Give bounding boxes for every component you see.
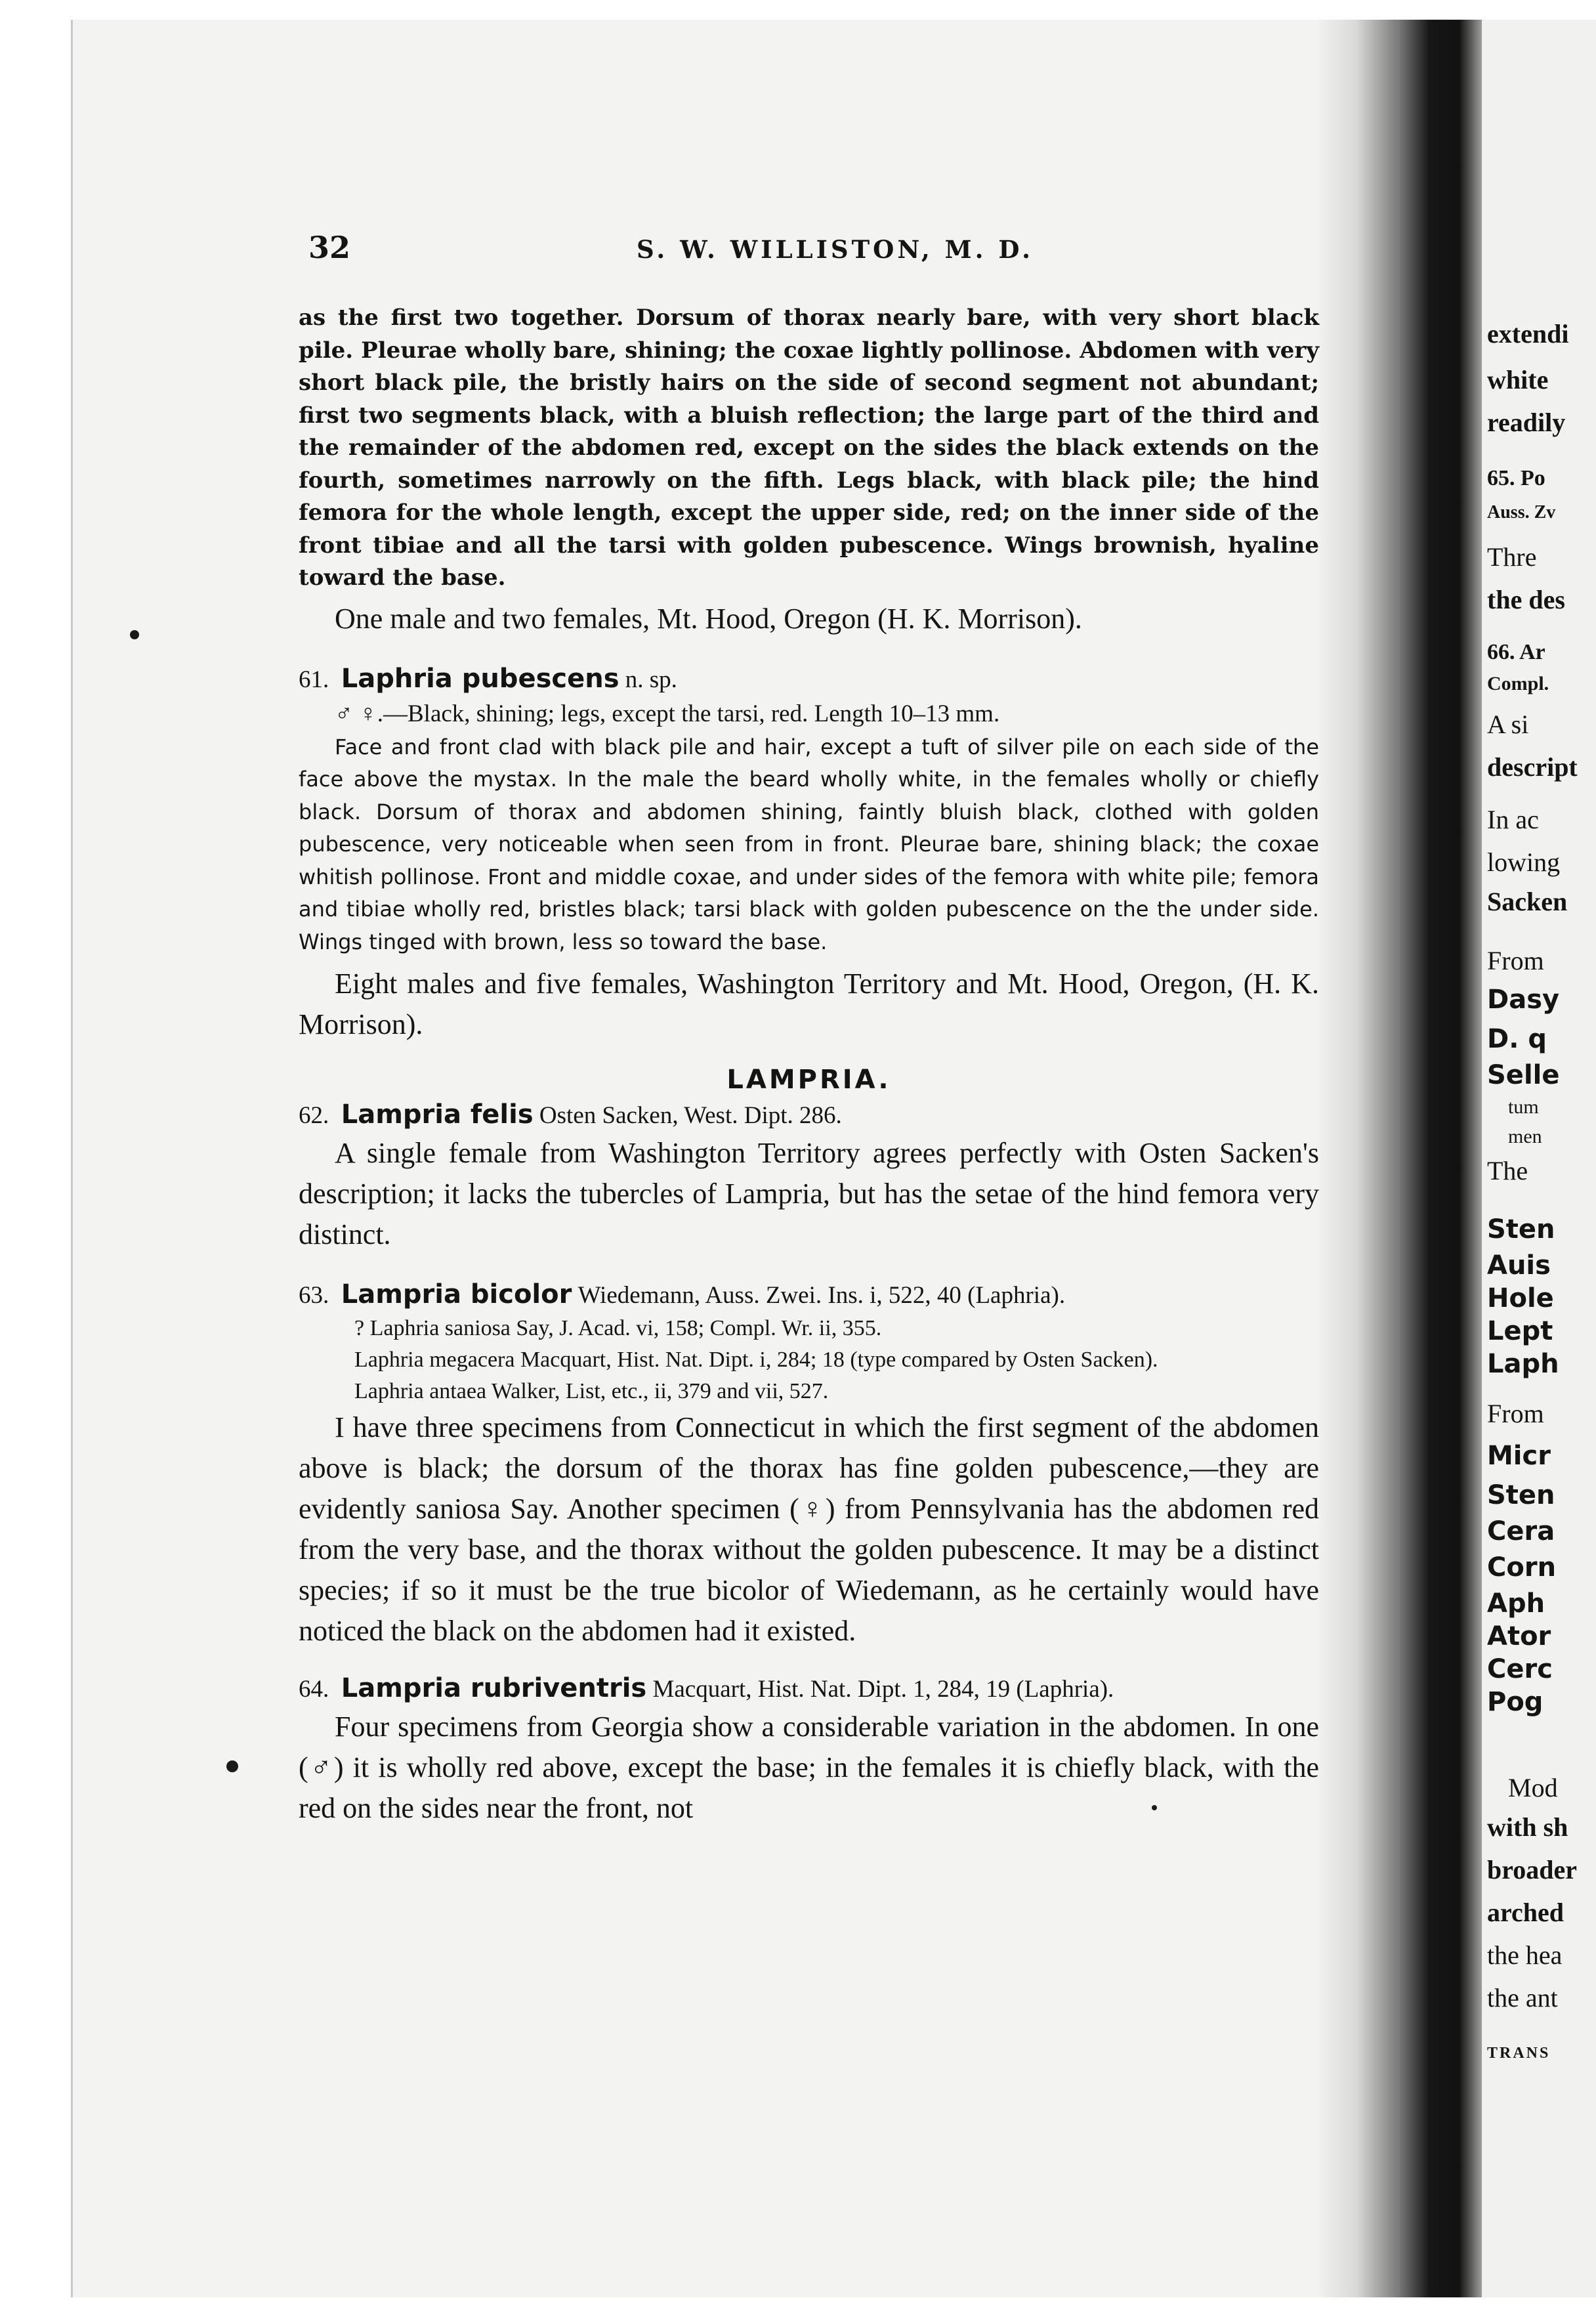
text-64: Four specimens from Georgia show a considerable variation in the abdomen. In one (♂) it is wholly red above, except the base; in the females it is chiefly black, with the red on the sides near the front, not [299, 1711, 1319, 1824]
genus-heading: LAMPRIA. [726, 1065, 891, 1095]
synonym-3: Laphria antaea Walker, List, etc., ii, 379 and vii, 527. [354, 1379, 829, 1403]
rp-line: Lept [1487, 1316, 1553, 1346]
locality-60: One male and two females, Mt. Hood, Oregon (H. K. Morrison). [335, 602, 1082, 635]
book-gutter-shadow [1316, 20, 1500, 2297]
entry-61-heading [299, 662, 1319, 697]
main-column [299, 217, 1319, 1829]
text-62: A single female from Washington Territory agrees perfectly with Osten Sacken's description; it lacks the tubercles of Lampria, but has the setae of the hind femora very distinct. [299, 1137, 1319, 1250]
rp-line: Sten [1487, 1214, 1555, 1245]
rp-line: men [1508, 1126, 1542, 1147]
description-61: Face and front clad with black pile and hair, except a tuft of silver pile on each side of the face above the mystax. In the male the beard wholly white, in the females wholly or chiefly black. Dorsum of thorax and abdomen shining, faintly bluish black, clothed with golden pubescence, very noticeable when seen from in front. Pleurae bare, shining black; the coxae whitish pollinose. Front and middle coxae, and under sides of the femora with white pile; femora and tibiae wholly red, bristles black; tarsi black with golden pubescence on the the under side. Wings tinged with brown, less so toward the base. [299, 734, 1319, 954]
rp-line: Hole [1487, 1283, 1554, 1313]
rp-line: Compl. [1487, 673, 1549, 694]
entry-number: 64. [299, 1676, 329, 1703]
running-head: S. W. WILLISTON, M. D. [637, 235, 1034, 264]
entry-62-heading [299, 1097, 1319, 1133]
continued-description: as the first two together. Dorsum of thorax nearly bare, with very short black pile. Pleurae wholly bare, shining; the coxae lightly pollinose. Abdomen with very short black pile, the bristly hairs on the side of second segment not abundant; first two segments black, with a bluish reflection; the large part of the third and the remainder of the abdomen red, except on the sides the black extends on the fourth, sometimes narrowly on the fifth. Legs black, with black pile; the hind femora for the whole length, except the upper side, red; on the inner side of the front tibiae and all the tarsi with golden pubescence. Wings brownish, hyaline toward the base. [299, 305, 1319, 591]
rp-line: Sten [1487, 1480, 1555, 1510]
rp-line: broader [1487, 1855, 1578, 1884]
rp-line: Thre [1487, 542, 1537, 572]
text-63: I have three specimens from Connecticut in which the first segment of the abdomen above is black; the dorsum of the thorax has fine golden pubescence,—they are evidently saniosa Say. Another specimen (♀) from Pennsylvania has the abdomen red from the very base, and the thorax without the golden pubescence. It may be a distinct species; if so it must be the true bicolor of Wiedemann, as he certainly would have noticed the black on the abdomen had it existed. [299, 1411, 1319, 1647]
paper-speck [130, 630, 139, 639]
rp-line: Cera [1487, 1516, 1555, 1546]
rp-line: Pog [1487, 1687, 1544, 1717]
rp-line: In ac [1487, 805, 1539, 834]
species-author: Wiedemann, Auss. Zwei. Ins. i, 522, 40 (Laphria). [578, 1282, 1066, 1309]
species-name: Lampria felis [341, 1099, 534, 1130]
species-name: Laphria pubescens [341, 663, 620, 694]
rp-line: Laph [1487, 1349, 1559, 1379]
synonym-1: ? Laphria saniosa Say, J. Acad. vi, 158; Compl. Wr. ii, 355. [354, 1316, 882, 1340]
rp-line: the des [1487, 585, 1565, 614]
rp-line: the hea [1487, 1940, 1563, 1970]
entry-number: 62. [299, 1102, 329, 1129]
paper-speck [226, 1760, 238, 1772]
species-name: Lampria rubriventris [341, 1673, 647, 1703]
entry-number: 61. [299, 666, 329, 693]
rp-line: readily [1487, 408, 1566, 437]
rp-line: Ator [1487, 1621, 1551, 1651]
rp-line: D. q [1487, 1024, 1547, 1054]
rp-line: From [1487, 1399, 1544, 1428]
facing-page-edge [1482, 20, 1596, 2297]
rp-line: Cerc [1487, 1654, 1553, 1684]
rp-line: Auss. Zv [1487, 502, 1556, 522]
rp-line: Auis [1487, 1250, 1551, 1281]
rp-line: lowing [1487, 847, 1561, 877]
species-author: n. sp. [625, 666, 677, 693]
rp-line: TRANS [1487, 2045, 1551, 2062]
entry-number: 63. [299, 1282, 329, 1309]
locality-61: Eight males and five females, Washington Territory and Mt. Hood, Oregon, (H. K. Morrison). [299, 968, 1319, 1040]
synonym-2: Laphria megacera Macquart, Hist. Nat. Dipt. i, 284; 18 (type compared by Osten Sacken). [354, 1348, 1158, 1372]
page-number: 32 [308, 230, 351, 265]
rp-line: Dasy [1487, 985, 1560, 1015]
rp-line: tum [1508, 1096, 1539, 1118]
rp-line: The [1487, 1156, 1528, 1185]
rp-line: Mod [1508, 1773, 1558, 1802]
species-name: Lampria bicolor [341, 1279, 572, 1310]
diagnosis-61: ♂ ♀.—Black, shining; legs, except the tarsi, red. Length 10–13 mm. [335, 700, 1000, 727]
paper-speck [1152, 1805, 1157, 1810]
species-author: Macquart, Hist. Nat. Dipt. 1, 284, 19 (Laphria). [652, 1676, 1114, 1703]
rp-line: Aph [1487, 1588, 1545, 1619]
species-author: Osten Sacken, West. Dipt. 286. [539, 1102, 842, 1129]
rp-line: white [1487, 365, 1549, 394]
rp-line: with sh [1487, 1812, 1568, 1842]
rp-line: 66. Ar [1487, 640, 1545, 664]
rp-line: From [1487, 946, 1544, 975]
rp-line: 65. Po [1487, 466, 1545, 490]
rp-line: the ant [1487, 1983, 1558, 2012]
rp-line: Corn [1487, 1552, 1557, 1583]
rp-line: descript [1487, 752, 1578, 782]
rp-line: Sacken [1487, 887, 1568, 916]
rp-line: arched [1487, 1898, 1564, 1927]
entry-63-heading [299, 1277, 1319, 1313]
rp-line: Selle [1487, 1060, 1560, 1090]
rp-line: extendi [1487, 319, 1569, 349]
entry-64-heading [299, 1671, 1319, 1707]
rp-line: A si [1487, 710, 1529, 739]
rp-line: Micr [1487, 1441, 1551, 1471]
